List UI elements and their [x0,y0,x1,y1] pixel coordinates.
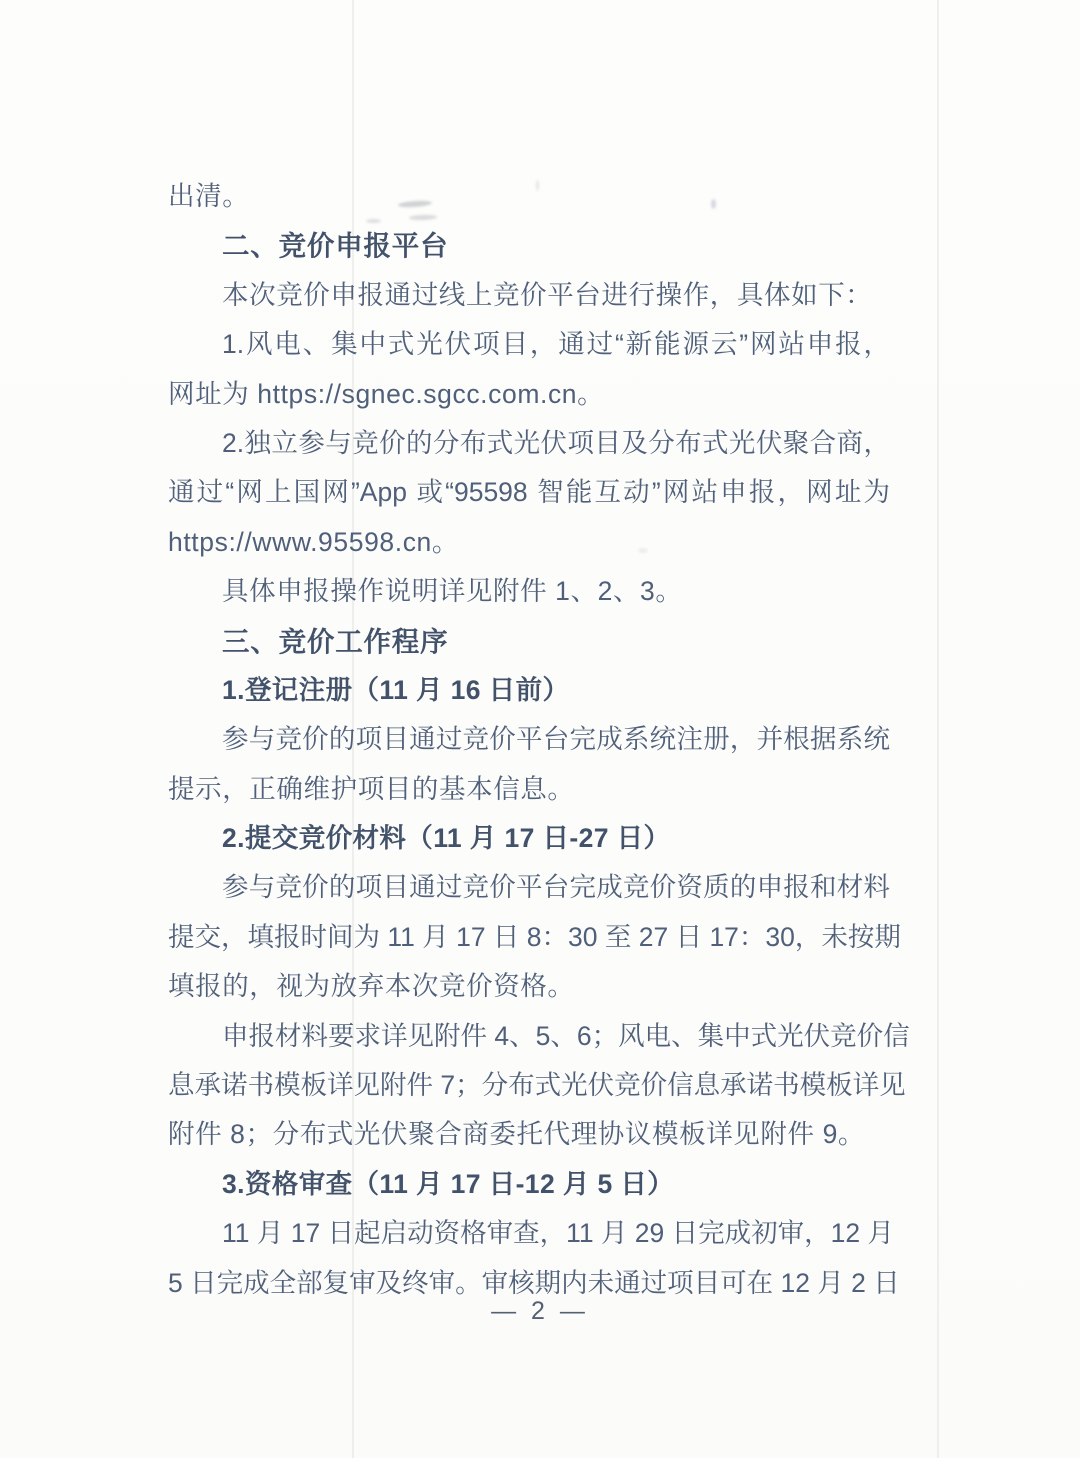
text-line: 具体申报操作说明详见附件 1、2、3。 [222,576,683,607]
text-line: 填报的，视为放弃本次竞价资格。 [168,971,575,1002]
text-line: 参与竞价的项目通过竞价平台完成系统注册，并根据系统 [222,724,890,755]
text-line: 2.独立参与竞价的分布式光伏项目及分布式光伏聚合商， [222,427,890,458]
scan-streak [937,0,939,1458]
text-line: 5 日完成全部复审及终审。审核期内未通过项目可在 12 月 2 日 [168,1267,900,1298]
text-line-url: https://www.95598.cn。 [168,526,459,557]
text-line: 通过“网上国网”App 或“95598 智能互动”网站申报，网址为 [168,477,890,508]
text-line: 11 月 17 日起启动资格审查，11 月 29 日完成初审，12 月 [222,1218,894,1249]
text-line: 息承诺书模板详见附件 7；分布式光伏竞价信息承诺书模板详见 [168,1070,906,1101]
text-line: 申报材料要求详见附件 4、5、6；风电、集中式光伏竞价信 [222,1020,910,1051]
text-line-url: 网址为 https://sgnec.sgcc.com.cn。 [168,378,605,409]
step-heading-3: 3.资格审查（11 月 17 日-12 月 5 日） [222,1168,675,1199]
text-line: 1.风电、集中式光伏项目，通过“新能源云”网站申报， [222,329,890,360]
document-body [168,172,910,1308]
page-number: — 2 — [491,1297,589,1325]
text-line: 附件 8；分布式光伏聚合商委托代理协议模板详见附件 9。 [168,1119,866,1150]
text-line: 本次竞价申报通过线上竞价平台进行操作，具体如下： [222,279,873,310]
text-line: 参与竞价的项目通过竞价平台完成竞价资质的申报和材料 [222,872,890,903]
text-line: 提示，正确维护项目的基本信息。 [168,773,575,804]
text-line: 出清。 [168,181,250,211]
text-line: 提交，填报时间为 11 月 17 日 8：30 至 27 日 17：30，未按期 [168,921,901,952]
section-heading-2: 二、竞价申报平台 [222,230,449,262]
step-heading-2: 2.提交竞价材料（11 月 17 日-27 日） [222,823,671,854]
step-heading-1: 1.登记注册（11 月 16 日前） [222,674,570,705]
section-heading-3: 三、竞价工作程序 [222,625,449,657]
